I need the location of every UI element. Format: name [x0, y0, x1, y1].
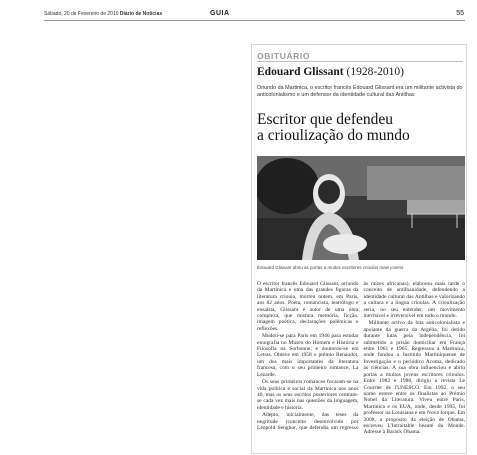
body-paragraph: Militante activo da luta anticolonialista e apoiante da guerra da Argélia, foi detido durante lutas pela independência, foi submetido a prisão domiciliar em França entre 1961 e 1965. Regressou à Martinica, onde fundou o Instituto Martiniquense de Investigação e o periódico Acoma, dedicado às ciências. A sua obra influenciou e abriu portas a muitos jovens escritores crioulos. Entre 1982 e 1988, dirigiu a revista Le Courrier de l'UNESCO. Em 1992, o seu nome esteve entre os finalistas ao Prémio Nobel da Literatura. Viveu entre Paris, Martinica e os EUA, onde, desde 1995, foi professor na Louisiana e em Nova Iorque. Em 2008, a propósito da eleição de Obama, escreveu L'Intraitable beauté du Monde. Adresse à Barack Obama.: [363, 320, 465, 436]
headline-line-2: a crioulização do mundo: [257, 127, 410, 144]
article-body: [257, 281, 465, 451]
body-paragraph: Os seus primeiros romances focaram-se na vida política e social da Martinica nos anos 40, mas os seus escritos posteriores centram-se cada vez mais nas questões da linguagem, identidade e história.: [257, 379, 359, 411]
article-headline: [257, 112, 465, 144]
header-dateline: [44, 11, 162, 17]
article-kicker: OBITUÁRIO: [257, 51, 311, 61]
header-page-number: 55: [456, 10, 464, 17]
body-paragraph: O escritor francês Édouard Glissant, oriundo da Martinica e uma das grandes figuras da literatura crioula, morreu ontem, em Paris, aos 82 anos. Poeta, romancista, teatrólogo e ensaísta, Glissant é autor de uma obra complexa, que mistura memória, ficção, imagem poética, declarações polémicas e reflexões.: [257, 281, 359, 332]
header-date: Sábado, 20 de Fevereiro de 2010: [44, 11, 120, 17]
header-section: GUIA: [210, 10, 230, 17]
header-paper-name: Diário de Notícias: [119, 11, 163, 17]
article-subject-name: [257, 66, 404, 78]
headline-line-1: Escritor que defendeu: [257, 111, 393, 128]
body-paragraph: Mudou-se para Paris em 1946 para estudar etnografia no Museu do Homem e História e Filosofia na Sorbonne, e doutorou-se em Letras. Obteve em 1958 o prémio Renaudot, um dos mais importantes da literatura francesa, com o seu primeiro romance, La Lézarde.: [257, 333, 359, 378]
kicker-rule: [257, 61, 463, 62]
obituary-article: [251, 44, 467, 454]
article-photo: [257, 156, 465, 260]
header-rule: [44, 20, 465, 21]
subject-name: Edouard Glissant: [257, 66, 344, 78]
article-standfirst: Oriundo da Martinica, o escritor francês Édouard Glissant era um militante activista do anticolonialismo e um defensor da identidade cultural das Antilhas: [257, 85, 463, 98]
photo-caption: Édouard Glissant abriu as portas a muitos escritores crioulos mais jovens: [257, 265, 404, 270]
subject-years: (1928-2010): [346, 66, 404, 78]
page-header: [44, 11, 464, 23]
portrait-photo: [257, 156, 465, 260]
body-paragraph: Adepto, inicialmente, das teses da negritude (conceito desenvolvido por Léopold Senghor, que defendia um regresso às raízes africanas), elaborou mais tarde o conceito de antilhanidade, defendendo a identidade cultural das Antilhas e valorizando a cultura e a língua crioulas. A crioulização seria, no seu entender, um movimento inevitável e irreversível em todo o mundo.: [257, 281, 465, 431]
